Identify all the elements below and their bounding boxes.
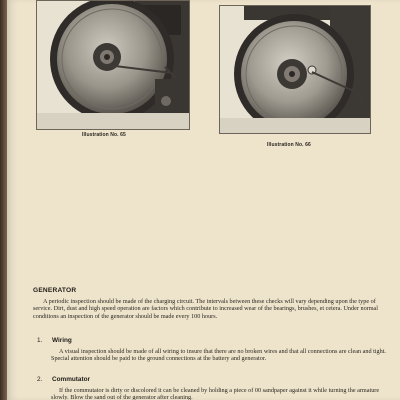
- item-1-number: 1.: [37, 337, 43, 344]
- item-2-paragraph: If the commutator is dirty or discolored it can be cleaned by holding a piece of 00 sandpaper against it while turning the armature slowly. Blow the sand out of the generator after cleaning.: [51, 387, 380, 400]
- illustration-65-caption: Illustration No. 65: [82, 132, 126, 138]
- illustration-66-caption: Illustration No. 66: [267, 142, 311, 148]
- illustration-65-photo: [36, 0, 190, 130]
- generator-intro-paragraph: A periodic inspection should be made of the charging circuit. The intervals between these checks will vary depending upon the type of service. Dirt, dust and high speed operation are factors which contribute to increased wear of the bearings, brushes, et cetera. Under normal conditions an inspection of the generator should be made every 100 hours.: [33, 298, 378, 320]
- item-2-title: Commutator: [52, 376, 90, 383]
- section-heading-generator: GENERATOR: [33, 287, 77, 294]
- book-spine: [0, 0, 7, 400]
- item-1-paragraph: A visual inspection should be made of all wiring to insure that there are no broken wires and that all connections are clean and tight. Special attention should be paid to the ground connections at the battery and generator.: [51, 348, 386, 363]
- item-1-title: Wiring: [52, 337, 72, 344]
- item-2-number: 2.: [37, 376, 43, 383]
- flywheel-gauge-photo-image: [220, 6, 370, 133]
- flywheel-photo-image: [37, 1, 189, 129]
- illustration-66-photo: [219, 5, 371, 134]
- manual-page: [7, 0, 400, 400]
